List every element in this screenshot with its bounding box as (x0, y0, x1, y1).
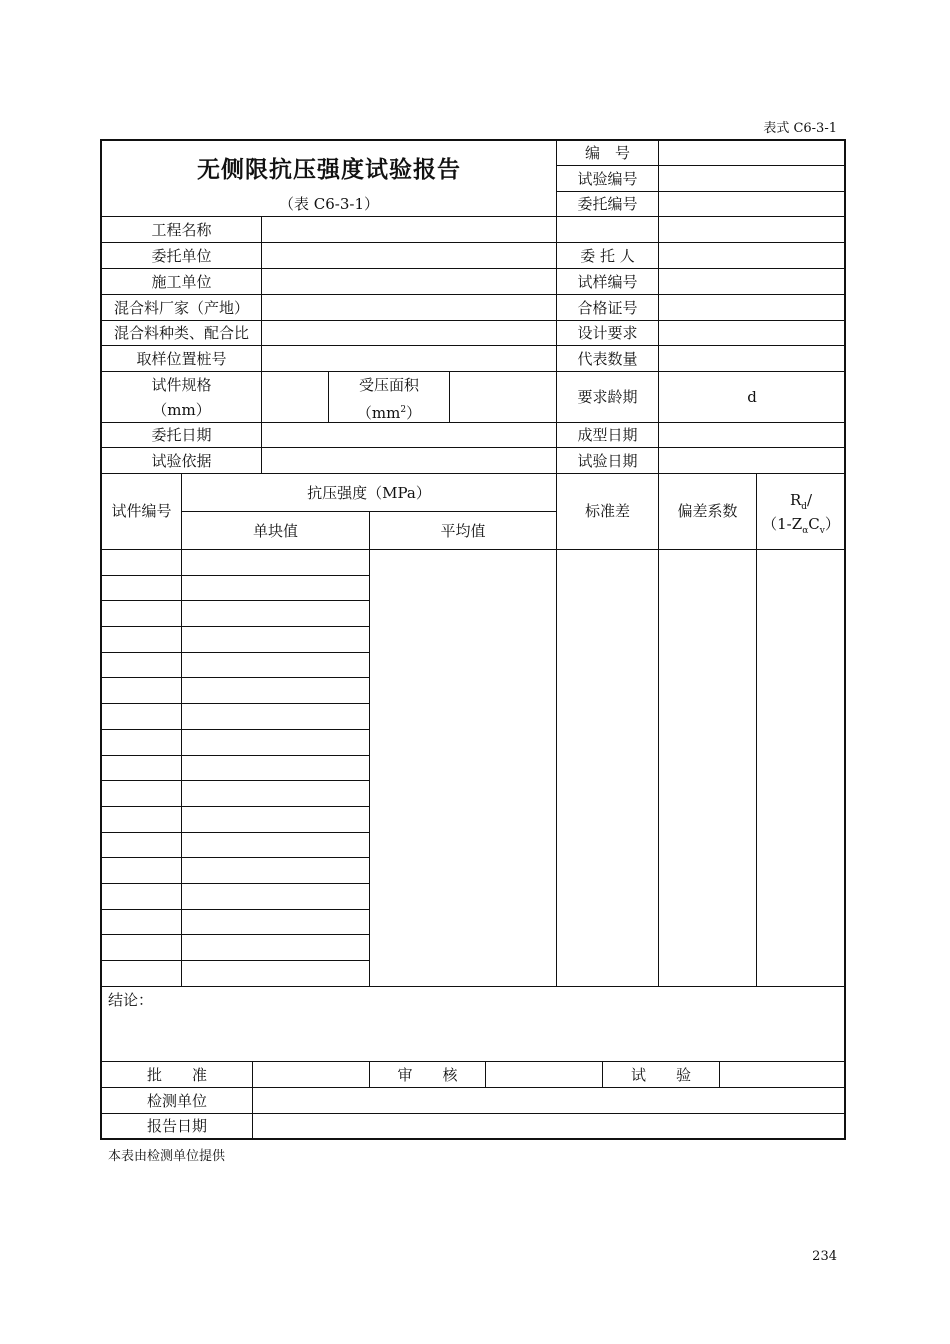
divider (101, 320, 845, 321)
compressed-area-unit: $(mm^2)$ (356, 404, 422, 422)
serial-number-label: 编 号 (584, 144, 630, 162)
divider (101, 1087, 845, 1088)
test-number-label: 试验编号 (577, 170, 638, 188)
divider (101, 345, 845, 346)
representative-quantity-label: 代表数量 (577, 350, 638, 368)
sample-number-label: 试样编号 (577, 273, 638, 291)
divider (101, 549, 845, 550)
single-value-header: 单块值 (252, 522, 298, 540)
required-age-label: 要求龄期 (577, 388, 638, 406)
divider (101, 652, 369, 653)
form-subtitle: （表 C6-3-1） (278, 195, 379, 213)
mix-type-label: 混合料种类、配合比 (113, 324, 249, 342)
divider (658, 473, 659, 986)
divider (485, 1061, 486, 1087)
divider (101, 575, 369, 576)
divider (556, 165, 845, 166)
divider (101, 242, 845, 243)
divider (101, 1113, 845, 1114)
divider (101, 447, 845, 448)
conclusion-label: 结论： (108, 991, 154, 1009)
divider (101, 806, 369, 807)
specimen-number-header: 试件编号 (111, 502, 172, 520)
standard-deviation-header: 标准差 (584, 502, 630, 520)
divider (101, 600, 369, 601)
divider (101, 703, 369, 704)
client-person-label: 委 托 人 (580, 247, 635, 265)
divider (101, 626, 369, 627)
entrust-date-label: 委托日期 (151, 426, 212, 444)
page-number: 234 (812, 1249, 837, 1264)
divider (101, 934, 369, 935)
divider (719, 1061, 720, 1087)
test-date-label: 试验日期 (577, 452, 638, 470)
divider (756, 473, 757, 986)
divider (101, 909, 369, 910)
review-label: 审 核 (397, 1066, 458, 1084)
rd-header-bottom: $(1-Z_\alpha C_v)$ (762, 515, 840, 536)
divider (101, 960, 369, 961)
divider (101, 780, 369, 781)
compressive-strength-header: 抗压强度（MPa） (307, 484, 431, 502)
average-value-header: 平均值 (440, 522, 486, 540)
report-date-label: 报告日期 (146, 1117, 207, 1135)
entrust-number-label: 委托编号 (577, 195, 638, 213)
divider (252, 1061, 253, 1138)
divider (369, 511, 370, 986)
divider (556, 191, 845, 192)
divider (101, 294, 845, 295)
divider (658, 141, 659, 473)
specimen-spec-label: 试件规格 (151, 376, 212, 394)
approve-label: 批 准 (146, 1066, 207, 1084)
divider (181, 473, 182, 986)
divider (101, 832, 369, 833)
manufacturer-label: 混合料厂家（产地） (113, 299, 249, 317)
divider (101, 729, 369, 730)
divider (556, 473, 557, 986)
divider (101, 371, 845, 372)
divider (101, 986, 845, 987)
coefficient-of-variation-header: 偏差系数 (677, 502, 738, 520)
compressed-area-label: 受压面积 (358, 376, 419, 394)
design-requirement-label: 设计要求 (577, 324, 638, 342)
rd-header-top: $R_d/$ (789, 491, 813, 512)
test-basis-label: 试验依据 (151, 452, 212, 470)
divider (101, 883, 369, 884)
divider (101, 268, 845, 269)
form-code: 表式 C6-3-1 (763, 121, 837, 136)
divider (449, 371, 450, 422)
footnote: 本表由检测单位提供 (108, 1149, 226, 1164)
divider (101, 422, 845, 423)
age-unit: d (747, 388, 757, 406)
divider (101, 677, 369, 678)
specimen-spec-unit: （mm） (152, 401, 211, 419)
tester-label: 试 验 (630, 1066, 691, 1084)
divider (101, 755, 369, 756)
divider (261, 216, 262, 473)
report-title: 无侧限抗压强度试验报告 (197, 157, 461, 183)
client-unit-label: 委托单位 (151, 247, 212, 265)
certificate-number-label: 合格证号 (577, 299, 638, 317)
divider (101, 857, 369, 858)
project-name-label: 工程名称 (151, 221, 212, 239)
sampling-position-label: 取样位置桩号 (136, 350, 227, 368)
construction-unit-label: 施工单位 (151, 273, 212, 291)
divider (101, 473, 845, 474)
molding-date-label: 成型日期 (577, 426, 638, 444)
divider (101, 1061, 845, 1062)
lab-unit-label: 检测单位 (146, 1092, 207, 1110)
divider (101, 216, 845, 217)
